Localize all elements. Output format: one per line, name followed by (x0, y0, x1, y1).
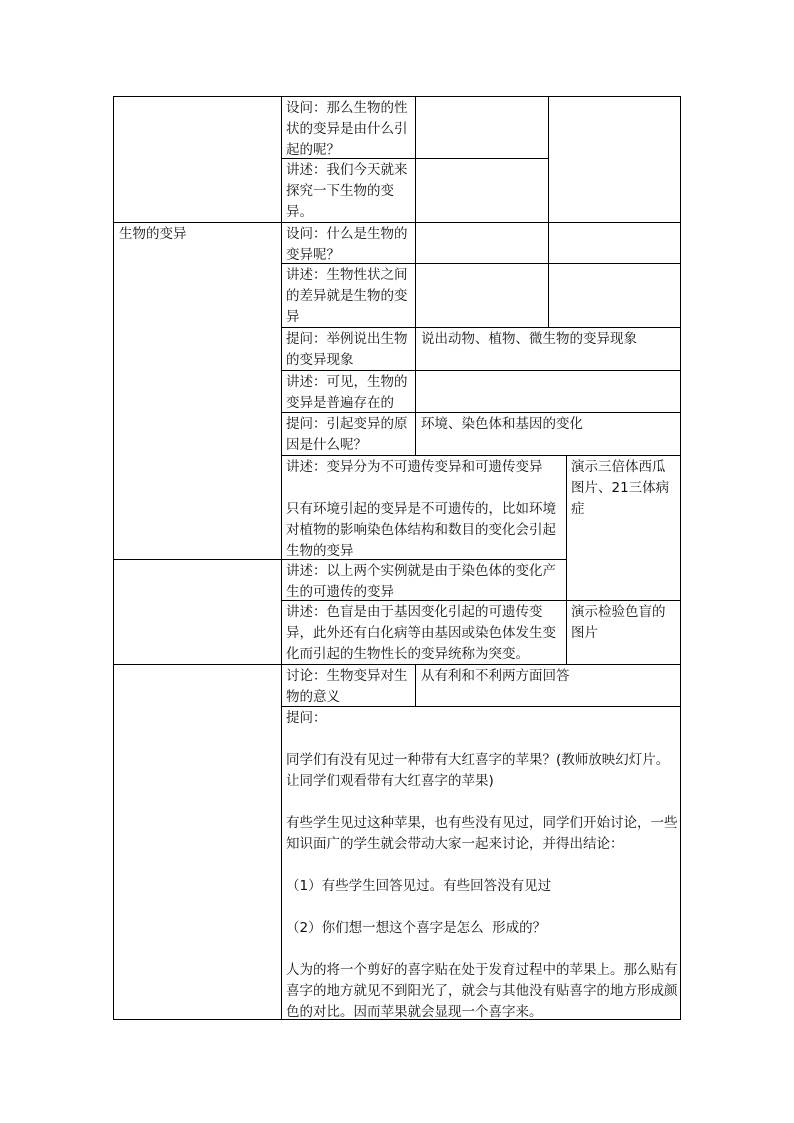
teacher-activity-5: 提问：举例说出生物的变异现象 (286, 331, 408, 368)
teacher-activity-7: 提问：引起变异的原因是什么呢？ (286, 416, 408, 453)
teacher-activity-10: 讲述：色盲是由于基因变化引起的可遗传变异，此外还有白化病等由基因或染色体发生变化而引起的生物性长的变异统称为突变。 (286, 604, 556, 662)
teacher-activity-3: 设问：什么是生物的变异呢？ (286, 226, 408, 263)
col-divider-1 (281, 96, 282, 1020)
table-border-left (113, 96, 114, 1020)
stage-label: 生物的变异 (119, 226, 187, 242)
final-para-4: （2）你们想一想这个喜字是怎么 形成的？ (286, 920, 547, 936)
col-divider-3 (548, 96, 549, 327)
final-para-1: 同学们有没有见过一种带有大红喜字的苹果？(教师放映幻灯片。让同学们观看带有大红喜字的苹果) (286, 752, 670, 789)
notes-8: 演示三倍体西瓜图片、21三体病症 (571, 459, 670, 517)
student-activity-7: 环境、染色体和基因的变化 (421, 416, 583, 432)
table-border-top (113, 96, 681, 97)
col-divider-2 (415, 96, 416, 455)
final-para-3: （1）有些学生回答见过。有些回答没有见过 (286, 878, 552, 894)
col-divider-2 (415, 664, 416, 706)
final-para-5: 人为的将一个剪好的喜字贴在处于发育过程中的苹果上。那么贴有喜字的地方就见不到阳光了，就会与其他没有贴喜字的地方形成颜色的对比。因而苹果就会显现一个喜字来。 (286, 962, 678, 1020)
student-activity-11: 从有利和不利两方面回答 (421, 668, 570, 684)
teacher-activity-8: 讲述：变异分为不可遗传变异和可遗传变异 只有环境引起的变异是不可遗传的，比如环境对植物的影响染色体结构和数目的变化会引起生物的变异 (286, 459, 556, 559)
student-activity-5: 说出动物、植物、微生物的变异现象 (421, 331, 637, 347)
teacher-activity-6: 讲述：可见，生物的变异是普遍存在的 (286, 374, 408, 411)
notes-10: 演示检验色盲的图片 (571, 604, 666, 641)
teacher-activity-1: 设问：那么生物的性状的变异是由什么引起的呢？ (286, 100, 408, 158)
teacher-activity-2: 讲述：我们今天就来探究一下生物的变异。 (286, 162, 408, 220)
teacher-activity-11: 讨论：生物变异对生物的意义 (286, 668, 408, 705)
teacher-activity-9: 讲述：以上两个实例就是由于染色体的变化产生的可遗传的变异 (286, 563, 556, 600)
final-heading: 提问： (286, 710, 327, 726)
col-divider-notes (566, 455, 567, 664)
final-block (286, 708, 678, 1023)
table-border-right (680, 96, 681, 1020)
teacher-activity-4: 讲述：生物性状之间的差异就是生物的变异 (286, 267, 408, 325)
final-para-2: 有些学生见过这种苹果，也有些没有见过，同学们开始讨论，一些知识面广的学生就会带动大家一起来讨论，并得出结论： (286, 815, 678, 852)
